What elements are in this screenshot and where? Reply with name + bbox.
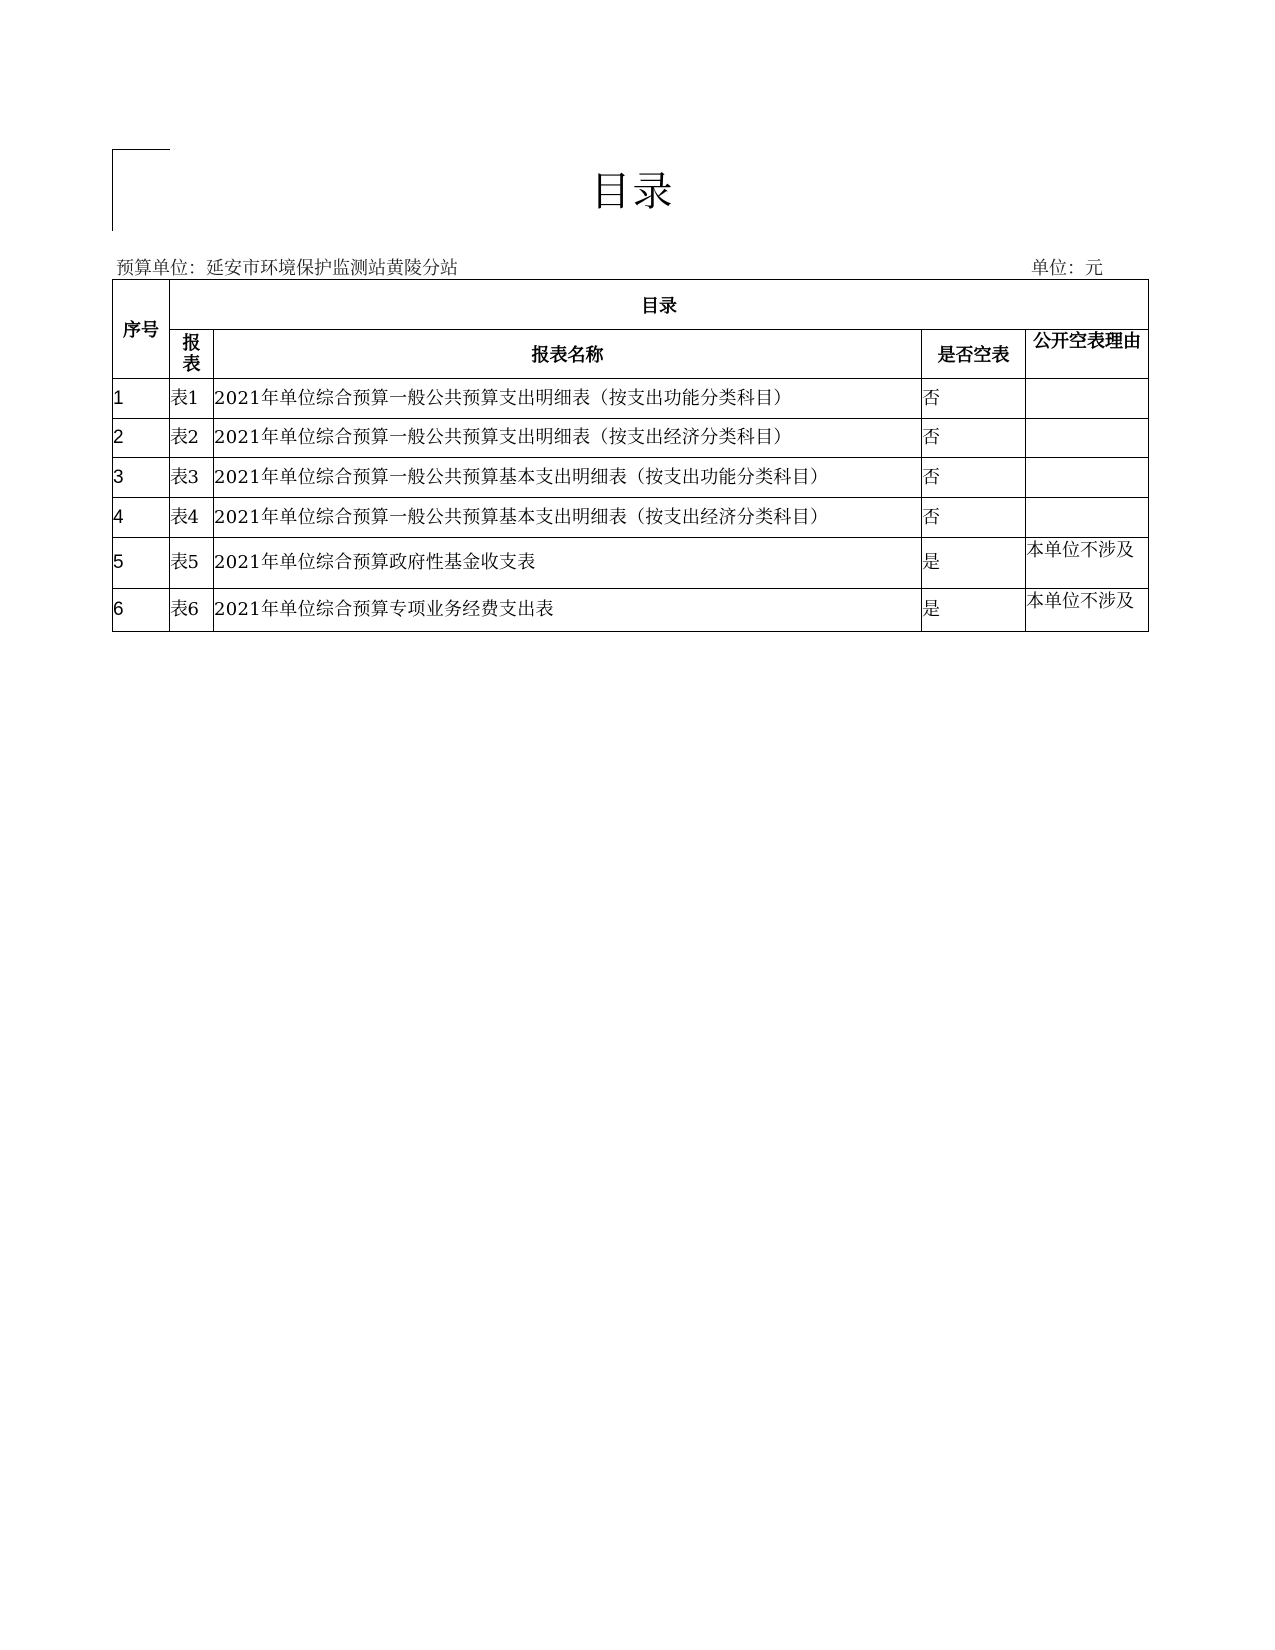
row-reason (1026, 589, 1149, 632)
row-reason-text: 本单位不涉及 (1026, 540, 1134, 561)
row-reason (1026, 379, 1149, 419)
row-name: 2021年单位综合预算一般公共预算基本支出明细表（按支出功能分类科目） (214, 458, 922, 498)
row-empty-flag: 是 (922, 589, 1026, 632)
row-code: 表1 (170, 379, 214, 419)
row-empty-flag: 否 (922, 498, 1026, 538)
header-code (170, 330, 214, 379)
row-seq: 4 (113, 498, 170, 538)
header-name: 报表名称 (214, 330, 922, 379)
row-empty-flag: 否 (922, 458, 1026, 498)
row-code: 表5 (170, 538, 214, 589)
row-name: 2021年单位综合预算一般公共预算支出明细表（按支出功能分类科目） (214, 379, 922, 419)
row-code: 表4 (170, 498, 214, 538)
row-code: 表6 (170, 589, 214, 632)
row-reason (1026, 419, 1149, 458)
row-seq: 2 (113, 419, 170, 458)
row-empty-flag: 否 (922, 379, 1026, 419)
row-name: 2021年单位综合预算专项业务经费支出表 (214, 589, 922, 632)
header-reason (1026, 330, 1149, 379)
table-row (113, 458, 1149, 498)
row-reason (1026, 498, 1149, 538)
header-row-1 (113, 280, 1149, 330)
table-row (113, 379, 1149, 419)
row-name: 2021年单位综合预算一般公共预算基本支出明细表（按支出经济分类科目） (214, 498, 922, 538)
budget-unit-label: 预算单位：延安市环境保护监测站黄陵分站 (116, 258, 458, 279)
table-row (113, 498, 1149, 538)
row-empty-flag: 是 (922, 538, 1026, 589)
header-seq: 序号 (113, 280, 170, 379)
header-group: 目录 (170, 280, 1149, 330)
header-code-text: 报表 (182, 333, 201, 375)
row-reason (1026, 458, 1149, 498)
row-code: 表3 (170, 458, 214, 498)
row-empty-flag: 否 (922, 419, 1026, 458)
row-seq: 1 (113, 379, 170, 419)
table-row (113, 538, 1149, 589)
row-seq: 5 (113, 538, 170, 589)
row-code: 表2 (170, 419, 214, 458)
table-row (113, 419, 1149, 458)
toc-table (112, 279, 1149, 632)
row-reason-text: 本单位不涉及 (1026, 591, 1134, 612)
table-row (113, 589, 1149, 632)
row-seq: 6 (113, 589, 170, 632)
row-name: 2021年单位综合预算政府性基金收支表 (214, 538, 922, 589)
row-reason (1026, 538, 1149, 589)
header-reason-text: 公开空表理由 (1033, 331, 1141, 352)
header-row-2 (113, 330, 1149, 379)
page-title: 目录 (590, 169, 675, 215)
row-seq: 3 (113, 458, 170, 498)
row-name: 2021年单位综合预算一般公共预算支出明细表（按支出经济分类科目） (214, 419, 922, 458)
header-empty: 是否空表 (922, 330, 1026, 379)
currency-unit-label: 单位：元 (1031, 258, 1103, 279)
